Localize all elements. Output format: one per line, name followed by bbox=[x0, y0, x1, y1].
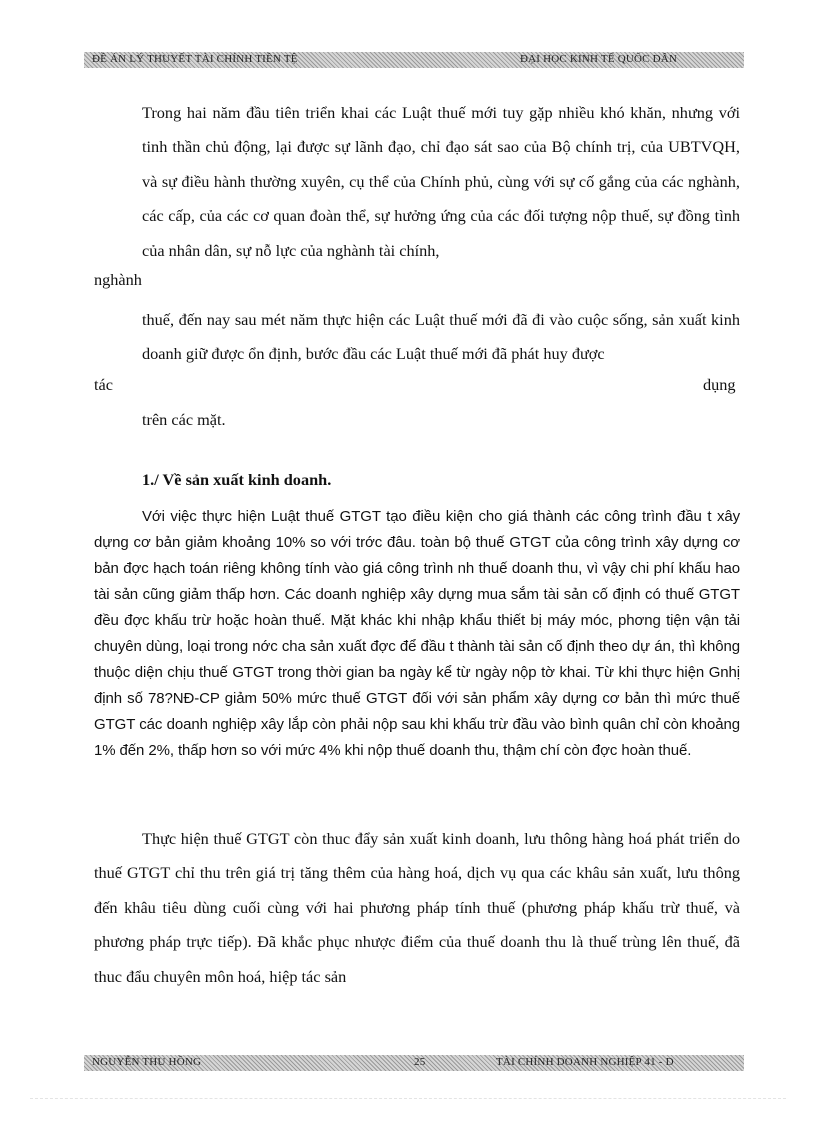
paragraph-1-last-word: nghành bbox=[94, 270, 142, 289]
paragraph-1: Trong hai năm đầu tiên triển khai các Luật thuế mới tuy gặp nhiều khó khăn, nhưng với tinh thần chủ động, lại được sự lãnh đạo, chỉ đạo sát sao của Bộ chính trị, của UBTVQH, và sự điều hành thường xuyên, cụ thể của Chính phủ, cùng với sự cố gắng của các nghành, các cấp, của các cơ quan đoàn thể, sự hưởng ứng của các đối tượng nộp thuế, sự đồng tình của nhân dân, sự nỗ lực của nghành tài chính, bbox=[142, 103, 740, 260]
paragraph-2-end: trên các mặt. bbox=[142, 410, 226, 429]
footer-author: NGUYỄN THU HỒNG bbox=[92, 1056, 202, 1068]
section-heading: 1./ Về sản xuất kinh doanh. bbox=[142, 470, 332, 489]
paragraph-2-word-dung: dụng bbox=[703, 375, 736, 394]
paragraph-2-word-tac: tác bbox=[94, 375, 113, 394]
page-header bbox=[84, 52, 744, 68]
paragraph-2: thuế, đến nay sau mét năm thực hiện các Luật thuế mới đã đi vào cuộc sống, sản xuất kinh doanh giữ được ổn định, bước đầu các Luật thuế mới đã phát huy được bbox=[142, 310, 740, 364]
paragraph-4: Thực hiện thuế GTGT còn thuc đẩy sản xuất kinh doanh, lưu thông hàng hoá phát triển do thuế GTGT chỉ thu trên giá trị tăng thêm của hàng hoá, dịch vụ qua các khâu sản xuất, lưu thông đến khâu tiêu dùng cuối cùng với hai phương pháp tính thuế (phương pháp khấu trừ thuế, và phương pháp trực tiếp). Đã khắc phục nhược điểm của thuế doanh thu là thuế trùng lên thuế, đã thuc đẩu chuyên môn hoá, hiệp tác sản bbox=[94, 829, 740, 986]
footer-page-number: 25 bbox=[414, 1056, 426, 1068]
page-footer bbox=[84, 1055, 744, 1071]
footer-class: TÀI CHÍNH DOANH NGHIỆP 41 - D bbox=[496, 1056, 674, 1068]
header-right-title: ĐẠI HỌC KINH TẾ QUỐC DÂN bbox=[520, 53, 678, 65]
paragraph-3: Với việc thực hiện Luật thuế GTGT tạo điều kiện cho giá thành các công trình đầu t xây dựng cơ bản giảm khoảng 10% so với trớc đâu. toàn bộ thuế GTGT của công trình xây dựng cơ bản đợc hạch toán riêng không tính vào giá công trình nh thuế doanh thu, vì vậy chi phí khấu hao tài sản cũng giảm thấp hơn. Các doanh nghiệp xây dựng mua sắm tài sản cố định có thuế GTGT đều đợc khấu trừ hoặc hoàn thuế. Mặt khác khi nhập khẩu thiết bị máy móc, phơng tiện vận tải chuyên dùng, loại trong nớc cha sản xuất đợc để đầu t thành tài sản cố định theo dự án, thì không thuộc diện chịu thuế GTGT trong thời gian ba ngày kể từ ngày nộp tờ khai. Từ khi thực hiện Gnhị định số 78?NĐ-CP giảm 50% mức thuế GTGT đối với sản phẩm xây dựng cơ bản thì mức thuế GTGT các doanh nghiệp xây lắp còn phải nộp sau khi khấu trừ đầu vào bình quân chỉ còn khoảng 1% đến 2%, thấp hơn so với mức 4% khi nộp thuế doanh thu, thậm chí còn đợc hoàn thuế. bbox=[94, 508, 740, 759]
header-left-title: ĐỀ ÁN LÝ THUYẾT TÀI CHÍNH TIỀN TỆ bbox=[92, 53, 298, 65]
page-bottom-rule bbox=[30, 1098, 786, 1099]
